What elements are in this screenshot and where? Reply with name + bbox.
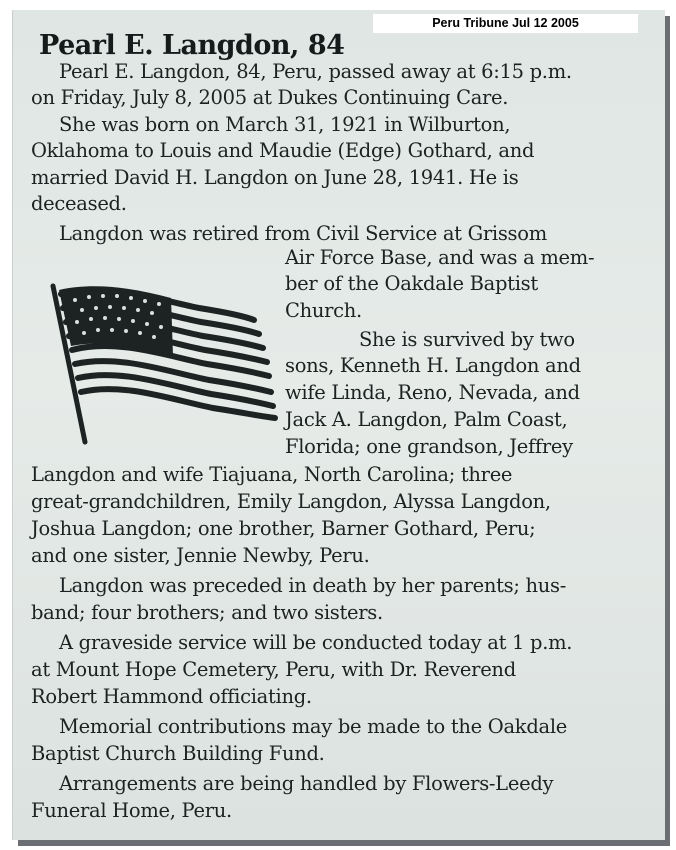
body-line: She was born on March 31, 1921 in Wilburton,	[59, 113, 511, 136]
body-line: and one sister, Jennie Newby, Peru.	[31, 544, 370, 567]
body-line: married David H. Langdon on June 28, 1941. He is	[31, 166, 519, 189]
body-line: Baptist Church Building Fund.	[31, 742, 325, 765]
body-line: Funeral Home, Peru.	[31, 799, 232, 822]
body-line: Langdon and wife Tiajuana, North Carolina; three	[31, 463, 513, 486]
body-line: sons, Kenneth H. Langdon and	[285, 354, 581, 377]
body-line: Pearl E. Langdon, 84, Peru, passed away at 6:15 p.m.	[59, 60, 572, 83]
body-line: Memorial contributions may be made to the Oakdale	[59, 715, 568, 738]
headline: Pearl E. Langdon, 84	[39, 30, 345, 61]
body-line: Florida; one grandson, Jeffrey	[285, 435, 573, 458]
body-line: Jack A. Langdon, Palm Coast,	[285, 408, 568, 431]
body-line: deceased.	[31, 192, 127, 215]
body-line: Joshua Langdon; one brother, Barner Gothard, Peru;	[31, 517, 536, 540]
body-line: at Mount Hope Cemetery, Peru, with Dr. Reverend	[31, 658, 516, 681]
body-line: Robert Hammond officiating.	[31, 685, 312, 708]
body-line: great-grandchildren, Emily Langdon, Alyssa Langdon,	[31, 490, 551, 513]
body-line: band; four brothers; and two sisters.	[31, 601, 383, 624]
body-line: Arrangements are being handled by Flowers-Leedy	[59, 772, 554, 795]
obituary-clipping	[12, 10, 665, 840]
body-line: Air Force Base, and was a mem-	[285, 246, 595, 269]
body-line: wife Linda, Reno, Nevada, and	[285, 381, 580, 404]
body-line: Langdon was preceded in death by her parents; hus-	[59, 574, 567, 597]
body-line: ber of the Oakdale Baptist	[285, 272, 538, 295]
body-line: A graveside service will be conducted today at 1 p.m.	[59, 631, 573, 654]
body-line: on Friday, July 8, 2005 at Dukes Continuing Care.	[31, 86, 509, 109]
american-flag-icon	[49, 282, 279, 448]
body-line: Oklahoma to Louis and Maudie (Edge) Gothard, and	[31, 139, 535, 162]
source-label: Peru Tribune Jul 12 2005	[373, 14, 638, 33]
body-line: Langdon was retired from Civil Service at Grissom	[59, 222, 547, 245]
body-line: She is survived by two	[359, 328, 575, 351]
body-line: Church.	[285, 299, 362, 322]
